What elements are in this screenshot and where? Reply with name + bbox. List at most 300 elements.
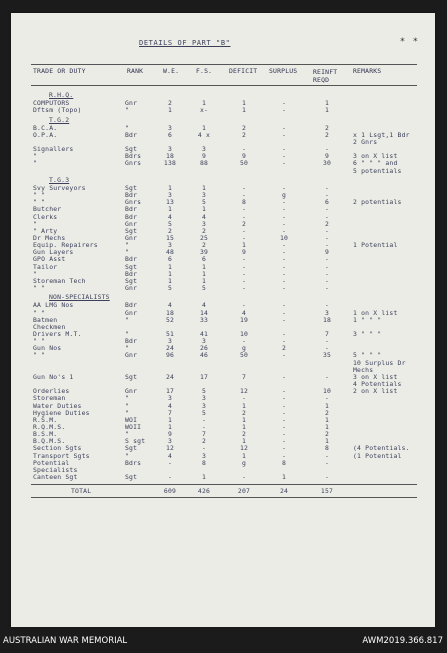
cell-surplus: - bbox=[281, 387, 287, 396]
document-title: DETAILS OF PART "B" bbox=[139, 39, 231, 47]
cell-reinf: 2 bbox=[324, 408, 330, 417]
cell-surplus: - bbox=[281, 269, 287, 278]
cell-we: 4 bbox=[167, 401, 173, 410]
cell-rank: " bbox=[125, 248, 130, 257]
total-trade: TOTAL bbox=[71, 487, 92, 496]
cell-reinf: 1 bbox=[324, 99, 330, 108]
cell-surplus: - bbox=[281, 130, 287, 139]
cell-reinf: 2 bbox=[324, 123, 330, 132]
cell-deficit: 1 bbox=[241, 415, 247, 424]
cell-deficit: 50 bbox=[239, 351, 249, 360]
cell-surplus: - bbox=[281, 226, 287, 235]
cell-fs: 8 bbox=[201, 458, 207, 467]
cell-fs: - bbox=[201, 444, 207, 453]
total-surplus: 24 bbox=[279, 487, 289, 496]
cell-remarks: 1 Potential bbox=[353, 241, 398, 250]
cell-deficit: - bbox=[241, 301, 247, 310]
cell-deficit: 4 bbox=[241, 308, 247, 317]
cell-trade: B.C.A. bbox=[33, 123, 58, 132]
cell-trade: Checkmen bbox=[33, 322, 66, 331]
cell-fs: 17 bbox=[199, 372, 209, 381]
header-remarks: REMARKS bbox=[353, 67, 382, 75]
cell-rank: Sgt bbox=[125, 262, 138, 271]
cell-reinf: - bbox=[324, 269, 330, 278]
cell-surplus: - bbox=[281, 276, 287, 285]
cell-surplus: 10 bbox=[279, 234, 289, 242]
cell-trade: Dr Mechs bbox=[33, 234, 66, 242]
cell-deficit: - bbox=[241, 284, 247, 293]
total-deficit: 207 bbox=[237, 487, 251, 496]
cell-trade: Dftsm (Topo) bbox=[33, 106, 82, 115]
header-reinf: REINFT REQD bbox=[313, 68, 338, 84]
cell-reinf: - bbox=[324, 394, 330, 403]
cell-we: 17 bbox=[165, 387, 175, 396]
cell-reinf: 18 bbox=[322, 315, 332, 324]
cell-we: 1 bbox=[167, 422, 173, 431]
cell-we: - bbox=[167, 458, 173, 467]
cell-trade: Storeman bbox=[33, 394, 66, 403]
cell-trade: " " bbox=[33, 284, 46, 293]
cell-we: 3 bbox=[167, 394, 173, 403]
cell-deficit: 12 bbox=[239, 387, 249, 396]
cell-trade: " Arty bbox=[33, 226, 58, 235]
cell-deficit: g bbox=[241, 458, 247, 467]
cell-surplus: - bbox=[281, 372, 287, 381]
cell-fs: 3 bbox=[201, 451, 207, 460]
header-rank: RANK bbox=[127, 67, 144, 75]
cell-surplus: - bbox=[281, 330, 287, 338]
cell-deficit: - bbox=[241, 276, 247, 285]
cell-deficit: - bbox=[241, 212, 247, 221]
cell-surplus: - bbox=[281, 351, 287, 360]
cell-deficit: 1 bbox=[241, 437, 247, 446]
cell-we: 4 bbox=[167, 301, 173, 310]
cell-fs: 4 bbox=[201, 212, 207, 221]
cell-trade: Specialists bbox=[33, 465, 78, 474]
document-page bbox=[11, 13, 435, 627]
cell-we: 4 bbox=[167, 212, 173, 221]
cell-fs: 3 bbox=[201, 394, 207, 403]
cell-remarks: 5 " " " bbox=[353, 351, 382, 360]
cell-rank: Gnr bbox=[125, 219, 138, 228]
cell-deficit: - bbox=[241, 226, 247, 235]
cell-rank: Gnr bbox=[125, 284, 138, 293]
cell-reinf: - bbox=[324, 183, 330, 192]
cell-trade: " bbox=[33, 159, 38, 168]
header-rule-bottom bbox=[31, 85, 417, 86]
cell-reinf: - bbox=[324, 473, 330, 481]
cell-we: 1 bbox=[167, 276, 173, 285]
cell-surplus: - bbox=[281, 212, 287, 221]
cell-fs: x- bbox=[199, 106, 209, 115]
cell-surplus: - bbox=[281, 451, 287, 460]
cell-surplus: - bbox=[281, 415, 287, 424]
cell-rank: Bdr bbox=[125, 255, 138, 264]
cell-trade: " " bbox=[33, 337, 46, 346]
cell-we: 18 bbox=[165, 152, 175, 161]
header-deficit: DEFICIT bbox=[229, 67, 258, 75]
cell-we: 1 bbox=[167, 183, 173, 192]
cell-we: 52 bbox=[165, 315, 175, 324]
cell-trade: R.Q.M.S. bbox=[33, 422, 66, 431]
cell-trade: Storeman Tech bbox=[33, 276, 86, 285]
cell-rank: Gnr bbox=[125, 234, 138, 242]
cell-remarks: 1 on X list bbox=[353, 308, 398, 317]
cell-fs: 88 bbox=[199, 159, 209, 168]
cell-rank: " bbox=[125, 408, 130, 417]
cell-trade: " bbox=[33, 269, 38, 278]
cell-surplus: - bbox=[281, 394, 287, 403]
header-trade: TRADE OR DUTY bbox=[33, 67, 86, 75]
cell-reinf: 1 bbox=[324, 415, 330, 424]
cell-surplus: 1 bbox=[281, 473, 287, 481]
cell-remarks: 2 Gnrs bbox=[353, 138, 378, 146]
cell-fs: 7 bbox=[201, 430, 207, 439]
cell-fs: 1 bbox=[201, 183, 207, 192]
cell-reinf: 9 bbox=[324, 248, 330, 257]
cell-remarks: x 1 Lsgt,1 Bdr bbox=[353, 130, 410, 139]
cell-surplus: - bbox=[281, 219, 287, 228]
cell-we: 5 bbox=[167, 284, 173, 293]
cell-surplus: - bbox=[281, 183, 287, 192]
cell-we: 1 bbox=[167, 106, 173, 115]
cell-trade: " " bbox=[33, 191, 46, 200]
cell-rank: Bdr bbox=[125, 212, 138, 221]
cell-reinf: 2 bbox=[324, 130, 330, 139]
cell-surplus: - bbox=[281, 301, 287, 310]
cell-trade: GPO Asst bbox=[33, 255, 66, 264]
cell-rank: Gnrs bbox=[125, 159, 142, 168]
cell-trade: Hygiene Duties bbox=[33, 408, 90, 417]
cell-fs: 1 bbox=[201, 205, 207, 214]
cell-reinf: - bbox=[324, 145, 330, 154]
cell-fs: 5 bbox=[201, 387, 207, 396]
cell-deficit: 2 bbox=[241, 430, 247, 439]
cell-rank: Bdr bbox=[125, 130, 138, 139]
cell-surplus: - bbox=[281, 198, 287, 207]
cell-rank: Sgt bbox=[125, 372, 138, 381]
cell-rank: S sgt bbox=[125, 437, 146, 446]
cell-deficit: 7 bbox=[241, 372, 247, 381]
total-reinf: 157 bbox=[320, 487, 334, 496]
cell-reinf: 3 bbox=[324, 308, 330, 317]
cell-reinf: - bbox=[324, 262, 330, 271]
cell-we: 48 bbox=[165, 248, 175, 257]
cell-rank: Gnrs bbox=[125, 198, 142, 207]
cell-surplus: - bbox=[281, 241, 287, 250]
cell-reinf: 1 bbox=[324, 422, 330, 431]
cell-remarks: (1 Potential bbox=[353, 451, 402, 460]
cell-fs: 39 bbox=[199, 248, 209, 257]
cell-fs: 3 bbox=[201, 145, 207, 154]
cell-trade: O.P.A. bbox=[33, 130, 58, 139]
cell-trade: " " bbox=[33, 308, 46, 317]
section-heading: T.G.3 bbox=[49, 175, 70, 184]
cell-trade: Gun Layers bbox=[33, 248, 74, 257]
cell-reinf: 2 bbox=[324, 219, 330, 228]
cell-remarks: 4 Potentials bbox=[353, 380, 402, 389]
cell-trade: Transport Sgts bbox=[33, 451, 90, 460]
cell-rank: Gnr bbox=[125, 351, 138, 360]
cell-fs: 4 x bbox=[197, 130, 211, 139]
cell-deficit: 2 bbox=[241, 130, 247, 139]
cell-we: 24 bbox=[165, 344, 175, 353]
cell-trade: Section Sgts bbox=[33, 444, 82, 453]
cell-trade: Gun Nos bbox=[33, 344, 62, 353]
cell-we: 18 bbox=[165, 308, 175, 317]
cell-we: 7 bbox=[167, 408, 173, 417]
cell-remarks: 3 " " " bbox=[353, 330, 382, 338]
cell-we: 1 bbox=[167, 262, 173, 271]
cell-reinf: - bbox=[324, 212, 330, 221]
cell-deficit: 8 bbox=[241, 198, 247, 207]
cell-we: 5 bbox=[167, 219, 173, 228]
cell-we: 9 bbox=[167, 430, 173, 439]
cell-we: 1 bbox=[167, 415, 173, 424]
cell-reinf: 7 bbox=[324, 330, 330, 338]
corner-mark: * * bbox=[399, 37, 419, 47]
cell-trade: Potential bbox=[33, 458, 70, 467]
cell-reinf: - bbox=[324, 234, 330, 242]
cell-we: 24 bbox=[165, 372, 175, 381]
cell-reinf: - bbox=[324, 241, 330, 250]
cell-trade: Butcher bbox=[33, 205, 62, 214]
section-heading: R.H.Q. bbox=[49, 91, 74, 99]
cell-we: 2 bbox=[167, 99, 173, 108]
cell-trade: Tailor bbox=[33, 262, 58, 271]
cell-rank: WOII bbox=[125, 422, 142, 431]
cell-remarks: 5 potentials bbox=[353, 166, 402, 175]
cell-deficit: 10 bbox=[239, 330, 249, 338]
cell-trade: Gun No's 1 bbox=[33, 372, 74, 381]
cell-fs: 5 bbox=[201, 408, 207, 417]
cell-deficit: 9 bbox=[241, 248, 247, 257]
cell-surplus: 2 bbox=[281, 344, 287, 353]
cell-rank: " bbox=[125, 344, 130, 353]
cell-we: 2 bbox=[167, 226, 173, 235]
cell-fs: 6 bbox=[201, 255, 207, 264]
cell-remarks: Mechs bbox=[353, 365, 374, 374]
cell-reinf: - bbox=[324, 451, 330, 460]
cell-trade: Canteen Sgt bbox=[33, 473, 78, 481]
cell-reinf: 2 bbox=[324, 430, 330, 439]
cell-trade: Batmen bbox=[33, 315, 58, 324]
cell-we: 51 bbox=[165, 330, 175, 338]
cell-rank: " bbox=[125, 401, 130, 410]
cell-fs: 26 bbox=[199, 344, 209, 353]
cell-trade: Water Duties bbox=[33, 401, 82, 410]
cell-reinf: - bbox=[324, 226, 330, 235]
cell-fs: 25 bbox=[199, 234, 209, 242]
cell-rank: Bdrs bbox=[125, 458, 142, 467]
cell-rank: " bbox=[125, 123, 130, 132]
cell-surplus: - bbox=[281, 152, 287, 161]
cell-reinf: 1 bbox=[324, 401, 330, 410]
cell-fs: 9 bbox=[201, 152, 207, 161]
cell-rank: Gnr bbox=[125, 308, 138, 317]
cell-fs: 33 bbox=[199, 315, 209, 324]
cell-trade: Svy Surveyors bbox=[33, 183, 86, 192]
cell-remarks: 3 on X list bbox=[353, 372, 398, 381]
cell-trade: Drivers M.T. bbox=[33, 330, 82, 338]
cell-we: 1 bbox=[167, 205, 173, 214]
cell-trade: R.S.M. bbox=[33, 415, 58, 424]
cell-deficit: - bbox=[241, 145, 247, 154]
cell-deficit: 2 bbox=[241, 123, 247, 132]
cell-deficit: - bbox=[241, 394, 247, 403]
cell-deficit: - bbox=[241, 337, 247, 346]
cell-remarks: 2 potentials bbox=[353, 198, 402, 207]
cell-reinf: 35 bbox=[322, 351, 332, 360]
cell-rank: Gnr bbox=[125, 99, 138, 108]
cell-surplus: - bbox=[281, 437, 287, 446]
cell-surplus: g bbox=[281, 191, 287, 200]
cell-we: 3 bbox=[167, 191, 173, 200]
section-heading: NON-SPECIALISTS bbox=[49, 293, 110, 302]
cell-deficit: - bbox=[241, 473, 247, 481]
cell-we: 1 bbox=[167, 269, 173, 278]
cell-surplus: 8 bbox=[281, 458, 287, 467]
cell-we: 15 bbox=[165, 234, 175, 242]
cell-we: 6 bbox=[167, 130, 173, 139]
cell-reinf: 10 bbox=[322, 387, 332, 396]
cell-fs: 3 bbox=[201, 337, 207, 346]
cell-we: 138 bbox=[163, 159, 177, 168]
cell-fs: 2 bbox=[201, 437, 207, 446]
total-rule-top bbox=[31, 484, 417, 485]
cell-rank: Sgt bbox=[125, 145, 138, 154]
cell-deficit: 12 bbox=[239, 444, 249, 453]
cell-fs: 1 bbox=[201, 123, 207, 132]
cell-remarks: 2 on X list bbox=[353, 387, 398, 396]
cell-deficit: 2 bbox=[241, 408, 247, 417]
cell-trade: B.Q.M.S. bbox=[33, 437, 66, 446]
cell-we: - bbox=[167, 473, 173, 481]
cell-rank: Sgt bbox=[125, 276, 138, 285]
cell-rank: Sgt bbox=[125, 183, 138, 192]
total-fs: 426 bbox=[197, 487, 211, 496]
cell-reinf: 9 bbox=[324, 152, 330, 161]
cell-surplus: - bbox=[281, 255, 287, 264]
cell-fs: 5 bbox=[201, 198, 207, 207]
cell-trade: " bbox=[33, 152, 38, 161]
cell-surplus: - bbox=[281, 248, 287, 257]
cell-deficit: 2 bbox=[241, 219, 247, 228]
cell-remarks: 3 on X list bbox=[353, 152, 398, 161]
cell-fs: 3 bbox=[201, 191, 207, 200]
cell-rank: Sgt bbox=[125, 226, 138, 235]
cell-fs: 3 bbox=[201, 401, 207, 410]
cell-surplus: - bbox=[281, 284, 287, 293]
cell-trade: B.S.M. bbox=[33, 430, 58, 439]
cell-surplus: - bbox=[281, 430, 287, 439]
cell-reinf: - bbox=[324, 301, 330, 310]
cell-rank: Sgt bbox=[125, 473, 138, 481]
cell-fs: 46 bbox=[199, 351, 209, 360]
cell-fs: 41 bbox=[199, 330, 209, 338]
cell-deficit: 1 bbox=[241, 451, 247, 460]
section-heading: T.G.2 bbox=[49, 115, 70, 124]
cell-rank: Sgt bbox=[125, 444, 138, 453]
cell-reinf: - bbox=[324, 255, 330, 264]
cell-rank: Bdrs bbox=[125, 152, 142, 161]
cell-deficit: 1 bbox=[241, 106, 247, 115]
cell-we: 3 bbox=[167, 145, 173, 154]
cell-surplus: - bbox=[281, 145, 287, 154]
cell-fs: 4 bbox=[201, 301, 207, 310]
cell-deficit: 1 bbox=[241, 401, 247, 410]
cell-fs: 2 bbox=[201, 226, 207, 235]
cell-deficit: 1 bbox=[241, 99, 247, 108]
cell-trade: Clerks bbox=[33, 212, 58, 221]
cell-deficit: - bbox=[241, 191, 247, 200]
cell-surplus: - bbox=[281, 205, 287, 214]
header-we: W.E. bbox=[163, 67, 180, 75]
cell-deficit: - bbox=[241, 269, 247, 278]
cell-surplus: - bbox=[281, 315, 287, 324]
footer-accession: AWM2019.366.817 bbox=[362, 636, 443, 646]
cell-remarks: 10 Surplus Dr bbox=[353, 358, 406, 367]
cell-rank: Bdr bbox=[125, 337, 138, 346]
cell-rank: " bbox=[125, 241, 130, 250]
cell-surplus: - bbox=[281, 159, 287, 168]
cell-rank: " bbox=[125, 451, 130, 460]
cell-we: 3 bbox=[167, 241, 173, 250]
cell-we: 13 bbox=[165, 198, 175, 207]
cell-reinf: - bbox=[324, 284, 330, 293]
cell-deficit: 1 bbox=[241, 241, 247, 250]
cell-surplus: - bbox=[281, 408, 287, 417]
cell-trade: Signallers bbox=[33, 145, 74, 154]
cell-surplus: - bbox=[281, 444, 287, 453]
cell-trade: " bbox=[33, 219, 38, 228]
cell-fs: 3 bbox=[201, 219, 207, 228]
cell-surplus: - bbox=[281, 401, 287, 410]
cell-rank: " bbox=[125, 330, 130, 338]
cell-reinf: - bbox=[324, 458, 330, 467]
cell-fs: - bbox=[201, 422, 207, 431]
total-rule-bottom bbox=[31, 497, 417, 498]
cell-we: 3 bbox=[167, 337, 173, 346]
cell-trade: Orderlies bbox=[33, 387, 70, 396]
cell-reinf: - bbox=[324, 276, 330, 285]
cell-surplus: - bbox=[281, 337, 287, 346]
cell-rank: WOI bbox=[125, 415, 138, 424]
cell-rank: Gnr bbox=[125, 387, 138, 396]
header-surplus: SURPLUS bbox=[269, 67, 298, 75]
cell-reinf: 8 bbox=[324, 444, 330, 453]
cell-we: 4 bbox=[167, 451, 173, 460]
header-rule-top bbox=[31, 64, 417, 65]
header-fs: F.S. bbox=[196, 67, 213, 75]
cell-surplus: - bbox=[281, 422, 287, 431]
cell-surplus: - bbox=[281, 262, 287, 271]
cell-reinf: - bbox=[324, 205, 330, 214]
cell-fs: 1 bbox=[201, 99, 207, 108]
cell-rank: " bbox=[125, 315, 130, 324]
cell-rank: Bdr bbox=[125, 205, 138, 214]
cell-rank: Bdr bbox=[125, 191, 138, 200]
cell-surplus: - bbox=[281, 106, 287, 115]
cell-remarks: 1 " " " bbox=[353, 315, 382, 324]
cell-fs: 1 bbox=[201, 262, 207, 271]
cell-deficit: - bbox=[241, 255, 247, 264]
cell-deficit: 19 bbox=[239, 315, 249, 324]
total-we: 609 bbox=[163, 487, 177, 496]
cell-fs: - bbox=[201, 415, 207, 424]
cell-reinf: - bbox=[324, 344, 330, 353]
cell-deficit: g bbox=[241, 344, 247, 353]
